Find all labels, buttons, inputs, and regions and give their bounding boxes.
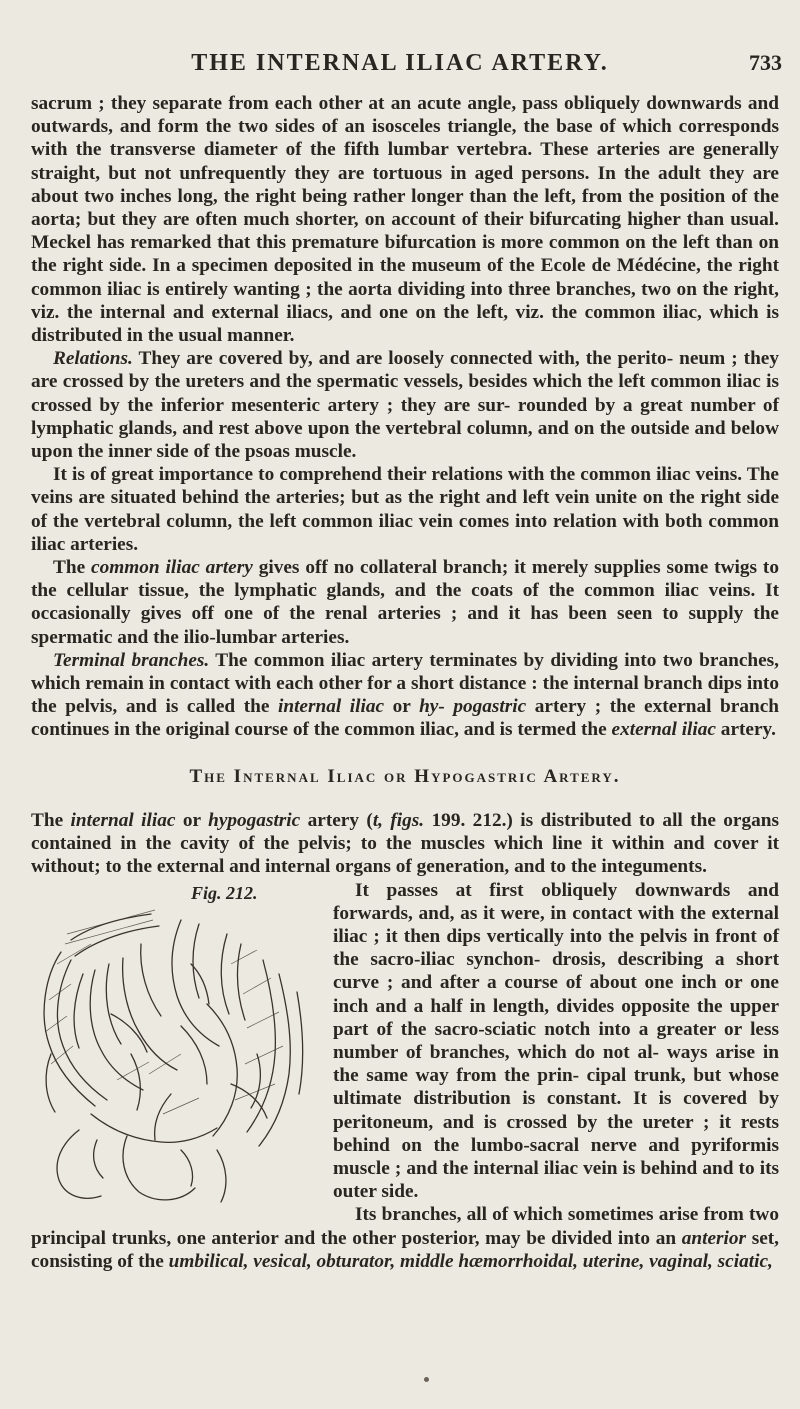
ink-speck bbox=[424, 1377, 429, 1382]
paragraph-text: sacrum ; they separate from each other at an acute angle, pass obliquely downwards and outwards, and form the two sides of an isosceles triangle, the base of which corresponds with the transverse diameter of the fifth lumbar vertebra. These arteries are generally straight, but not unfrequently they are tortuous in aged persons. In the adult they are about two inches long, the right being rather longer than the left, from the position of the aorta; but they are often much shorter, on account of their bifurcating higher than usual. Meckel has remarked that this premature bifurcation is more common on the left than on the right side. In a specimen deposited in the museum of the Ecole de Médécine, the right common iliac is entirely wanting ; the aorta dividing into three branches, two on the right, viz. the internal and external iliacs, and one on the left, viz. the common iliac, which is distributed in the usual manner. bbox=[31, 93, 779, 347]
paragraph-label: Relations. bbox=[53, 348, 133, 370]
pelvis-illustration bbox=[31, 904, 311, 1214]
figure-caption: Fig. 212. bbox=[191, 882, 258, 903]
paragraph-text: 199. 212.) is distributed to all the organs contained in the cavity of the pelvis; to the muscles which line it within and cover it without; to the external and internal organs of generation, and to the integuments. bbox=[31, 809, 779, 878]
paragraph-text: set, consisting of the bbox=[31, 1227, 780, 1272]
paragraph-text: They are covered by, and are loosely connected with, the perito- neum ; they are crossed by the ureters and the spermatic vessels, besides which the left common iliac is crossed by the inferior mesenteric artery ; they are sur- rounded by a great number of lymphatic glands, and rest above upon the vertebral column, and on the outside and below upon the inner side of the psoas muscle. bbox=[31, 348, 779, 463]
paragraph-text: The bbox=[31, 809, 71, 831]
paragraph bbox=[31, 649, 779, 742]
paragraph-text: The common iliac artery terminates by dividing into two branches, which remain in contact with each other for a short distance : the internal branch dips into the pelvis, and is called the bbox=[31, 649, 779, 718]
paragraph-text: artery ( bbox=[300, 809, 373, 831]
page-number: 733 bbox=[749, 50, 782, 75]
paragraph bbox=[31, 556, 779, 649]
paragraph bbox=[31, 809, 779, 879]
anatomical-figure bbox=[31, 880, 319, 1222]
body-text bbox=[31, 92, 779, 1273]
paragraph-text: gives off no collateral branch; it merely supplies some twigs to the cellular tissue, the lymphatic glands, and the coats of the common iliac veins. It occasionally gives off one of the renal arteries ; and it has been seen to supply the spermatic and the ilio-lumbar arteries. bbox=[31, 557, 779, 648]
paragraph-text: It is of great importance to comprehend their relations with the common iliac veins. The veins are situated behind the arteries; but as the right and left vein unite on the right side of the vertebral column, the left common iliac vein comes into relation with both common iliac arteries. bbox=[31, 464, 779, 555]
paragraph-text: The bbox=[53, 557, 92, 579]
emphasis: t, figs. bbox=[372, 809, 425, 831]
paragraph-label: Terminal branches. bbox=[53, 649, 210, 671]
emphasis: internal iliac bbox=[277, 696, 385, 718]
emphasis: common iliac artery bbox=[91, 557, 253, 579]
paragraph bbox=[31, 463, 779, 556]
page-header bbox=[0, 44, 800, 84]
paragraph-text: artery ; the external branch continues in the original course of the common iliac, and is termed the bbox=[31, 696, 779, 741]
running-title: THE INTERNAL ILIAC ARTERY. bbox=[191, 50, 609, 76]
paragraph-text: Its branches, all of which sometimes arise from two principal trunks, one anterior and the other posterior, may be divided into an bbox=[31, 1204, 779, 1249]
paragraph-text: or bbox=[175, 809, 209, 831]
paragraph bbox=[31, 347, 779, 463]
paragraph-text: It passes at first obliquely downwards and forwards, and, as it were, in contact with the external iliac ; it then dips vertically into the pelvis in front of the sacro-iliac synchon- drosis, describing a short curve ; and after a course of about one inch or one inch and a half in length, divides opposite the upper part of the sacro-sciatic notch into a greater or less number of branches, which do not al- ways arise in the same way from the prin- cipal trunk, but whose ultimate distribution is constant. It is covered by peritoneum, and is crossed by the ureter ; it rests behind on the lumbo-sacral nerve and pyriformis muscle ; and the internal iliac vein is behind and to its outer side. bbox=[333, 879, 779, 1203]
emphasis: hy- pogastric bbox=[419, 696, 527, 718]
section-heading: The Internal Iliac or Hypogastric Artery. bbox=[189, 765, 621, 787]
emphasis: umbilical, vesical, obturator, middle hæmorrhoidal, uterine, vaginal, sciatic, bbox=[168, 1250, 773, 1272]
emphasis: anterior bbox=[681, 1227, 747, 1249]
paragraph bbox=[31, 92, 779, 347]
emphasis: internal iliac bbox=[70, 809, 176, 831]
emphasis: external iliac bbox=[611, 719, 716, 741]
emphasis: hypogastric bbox=[208, 809, 301, 831]
paragraph-text: or bbox=[384, 696, 420, 718]
paragraph-text: artery. bbox=[715, 719, 776, 741]
